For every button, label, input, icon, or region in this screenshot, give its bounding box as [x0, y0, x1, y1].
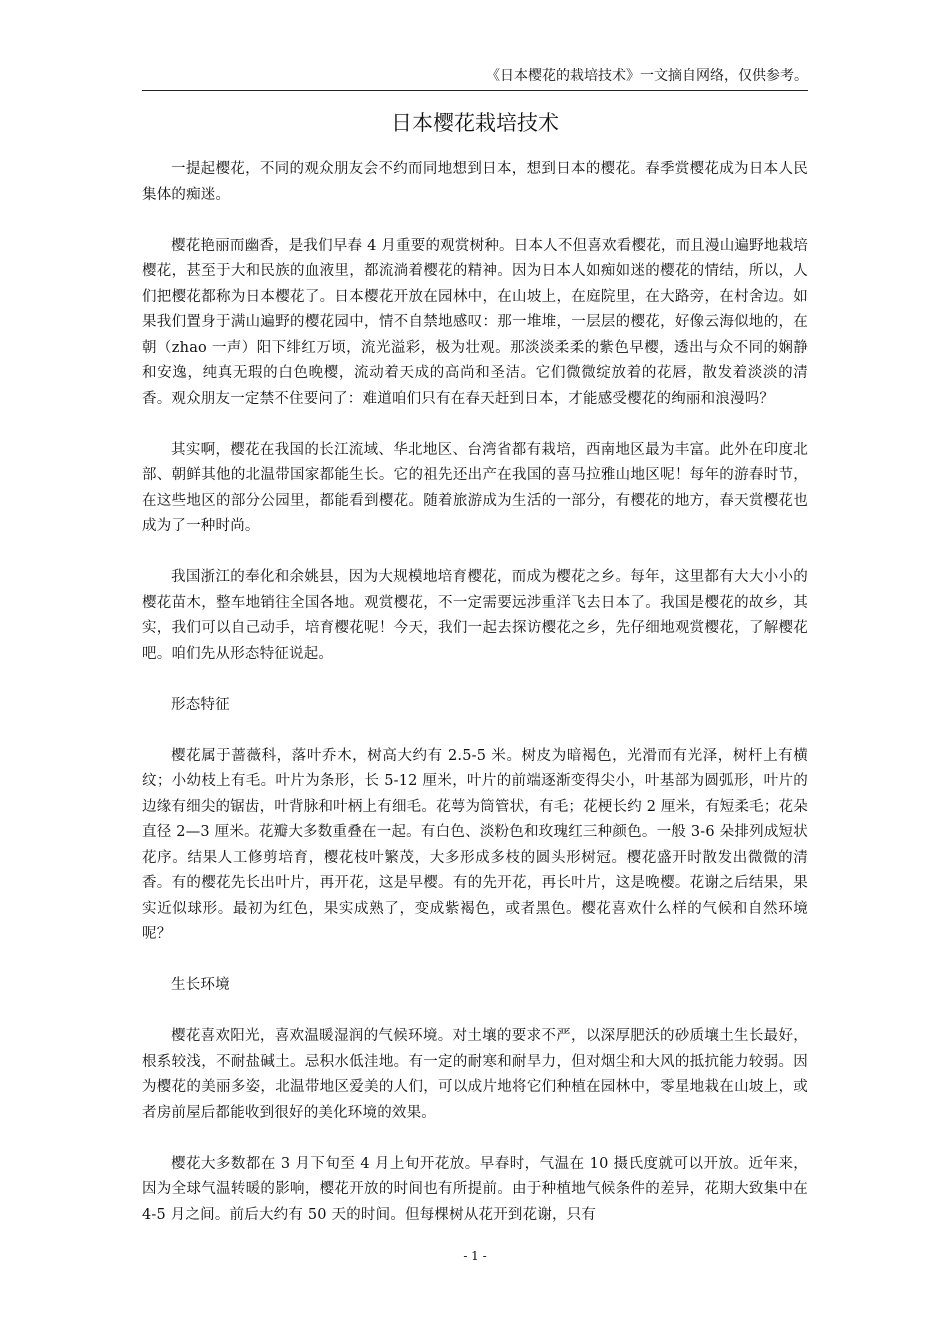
header-divider: [142, 90, 808, 91]
document-title: 日本樱花栽培技术: [391, 111, 559, 135]
page-number: - 1 -: [463, 1249, 487, 1263]
paragraph-cherry-blossom-beauty: 樱花艳丽而幽香，是我们早春 4 月重要的观赏树种。日本人不但喜欢看樱花，而且漫山遍野地栽培樱花，甚至于大和民族的血液里，都流淌着樱花的精神。因为日本人如痴如迷的樱花的情结，所以，人们把樱花都称为日本樱花了。日本樱花开放在园林中，在山坡上，在庭院里，在大路旁，在村舍边。如果我们置身于满山遍野的樱花园中，情不自禁地感叹：那一堆堆，一层层的樱花，好像云海似地的，在朝（zhao 一声）阳下绯红万顷，流光溢彩，极为壮观。那淡淡柔柔的紫色早樱，透出与众不同的娴静和安逸，纯真无瑕的白色晚樱，流动着天成的高尚和圣洁。它们微微绽放着的花唇，散发着淡淡的清香。观众朋友一定禁不住要问了：难道咱们只有在春天赶到日本，才能感受樱花的绚丽和浪漫吗？: [142, 237, 808, 407]
paragraph-intro: 一提起樱花，不同的观众朋友会不约而同地想到日本，想到日本的樱花。春季赏樱花成为日本人民集体的痴迷。: [142, 161, 808, 203]
paragraph-distribution: 其实啊，樱花在我国的长江流域、华北地区、台湾省都有栽培，西南地区最为丰富。此外在印度北部、朝鲜其他的北温带国家都能生长。它的祖先还出产在我国的喜马拉雅山地区呢！每年的游春时节，在这些地区的部分公园里，都能看到樱花。随着旅游成为生活的一部分，有樱花的地方，春天赏樱花也成为了一种时尚。: [142, 441, 808, 534]
section-heading-morphology: 形态特征: [171, 696, 230, 713]
paragraph-blooming-period: 樱花大多数都在 3 月下旬至 4 月上旬开花放。早春时，气温在 10 摄氏度就可以开放。近年来，因为全球气温转暖的影响，樱花开放的时间也有所提前。由于种植地气候条件的差异，花期大致集中在 4-5 月之间。前后大约有 50 天的时间。但每棵树从花开到花谢，只有: [142, 1155, 808, 1223]
section-heading-environment: 生长环境: [171, 977, 230, 993]
paragraph-environment: 樱花喜欢阳光，喜欢温暖湿润的气候环境。对土壤的要求不严，以深厚肥沃的砂质壤土生长最好，根系较浅，不耐盐碱土。忌积水低洼地。有一定的耐寒和耐旱力，但对烟尘和大风的抵抗能力较弱。因为樱花的美丽多姿，北温带地区爱美的人们，可以成片地将它们种植在园林中，零星地栽在山坡上，或者房前屋后都能收到很好的美化环境的效果。: [142, 1028, 808, 1121]
paragraph-morphology: 樱花属于蔷薇科，落叶乔木，树高大约有 2.5-5 米。树皮为暗褐色，光滑而有光泽，树杆上有横纹；小幼枝上有毛。叶片为条形，长 5-12 厘米，叶片的前端逐渐变得尖小，叶基部为圆弧形，叶片的边缘有细尖的锯齿，叶背脉和叶柄上有细毛。花萼为筒管状，有毛；花梗长约 2 厘米，有短柔毛；花朵直径 2—3 厘米。花瓣大多数重叠在一起。有白色、淡粉色和玫瑰红三种颜色。一般 3-6 朵排列成短状花序。结果人工修剪培育，樱花枝叶繁茂，大多形成多枝的圆头形树冠。樱花盛开时散发出微微的清香。有的樱花先长出叶片，再开花，这是早樱。有的先开花，再长叶片，这是晚樱。花谢之后结果，果实近似球形。最初为红色，果实成熟了，变成紫褐色，或者黑色。樱花喜欢什么样的气候和自然环境呢？: [142, 747, 808, 942]
page-header-note: 《日本樱花的栽培技术》一文摘自网络，仅供参考。: [486, 68, 808, 84]
document-body: [142, 157, 808, 1254]
paragraph-zhejiang: 我国浙江的奉化和余姚县，因为大规模地培育樱花，而成为樱花之乡。每年，这里都有大大小小的樱花苗木，整车地销往全国各地。观赏樱花，不一定需要远涉重洋飞去日本了。我国是樱花的故乡，其实，我们可以自己动手，培育樱花呢！今天，我们一起去探访樱花之乡，先仔细地观赏樱花，了解樱花吧。咱们先从形态特征说起。: [142, 569, 808, 662]
